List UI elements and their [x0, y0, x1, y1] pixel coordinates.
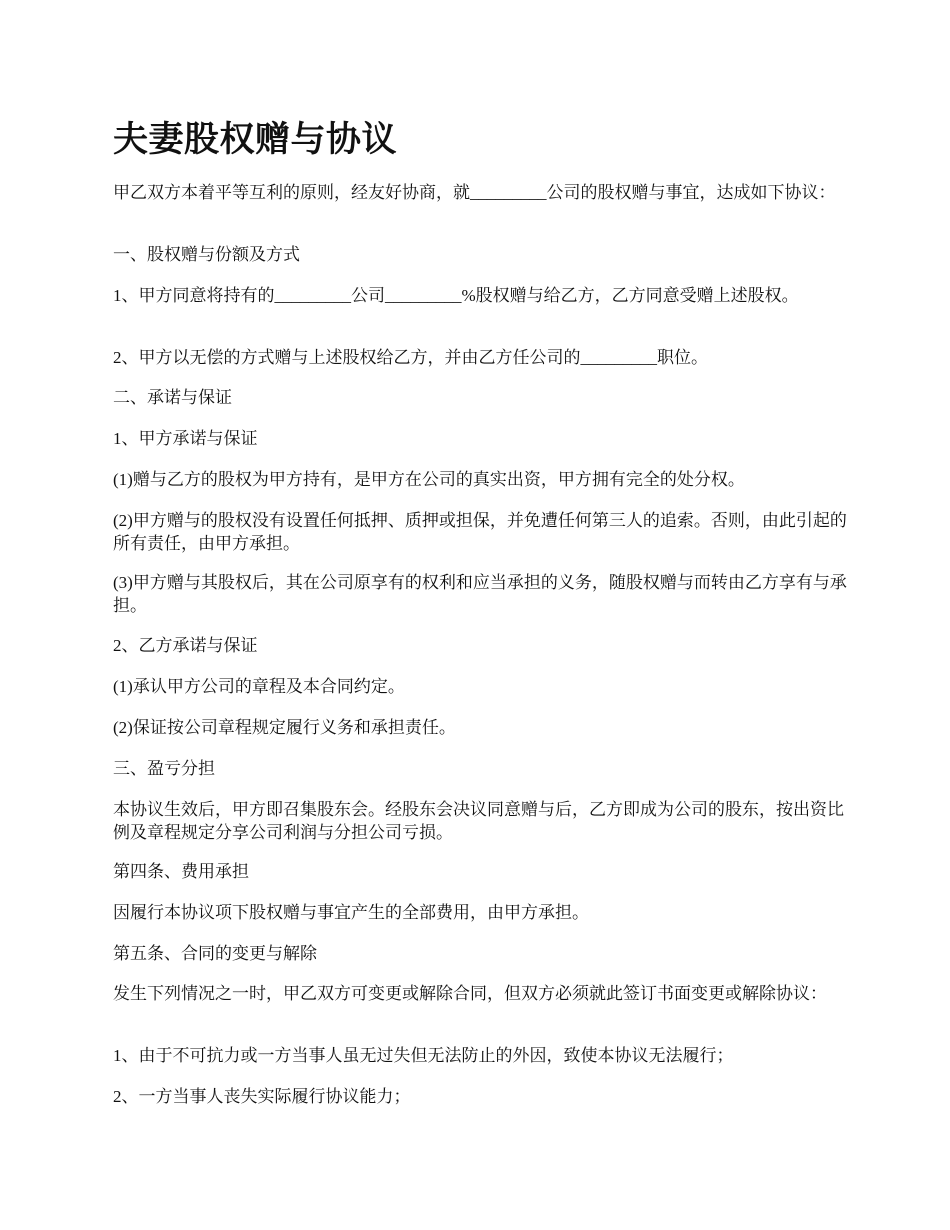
- paragraph-article-4-body: 因履行本协议项下股权赠与事宜产生的全部费用，由甲方承担。: [113, 903, 589, 922]
- paragraph-item-2-1-1: (1)赠与乙方的股权为甲方持有，是甲方在公司的真实出资，甲方拥有完全的处分权。: [113, 470, 745, 489]
- paragraph-article-5-item-2: 2、一方当事人丧失实际履行协议能力；: [113, 1087, 411, 1106]
- paragraph-item-2-1-2: (2)甲方赠与的股权没有设置任何抵押、质押或担保，并免遭任何第三人的追索。否则，由此引起的所有责任，由甲方承担。: [113, 511, 847, 553]
- paragraph-clause-1-2: 2、甲方以无偿的方式赠与上述股权给乙方，并由乙方任公司的_________职位。: [113, 348, 708, 367]
- heading-subsection-2-1: 1、甲方承诺与保证: [113, 429, 258, 448]
- heading-section-2: 二、承诺与保证: [113, 388, 232, 407]
- heading-section-3: 三、盈亏分担: [113, 759, 215, 778]
- paragraph-article-5-item-1: 1、由于不可抗力或一方当事人虽无过失但无法防止的外因，致使本协议无法履行；: [113, 1046, 734, 1065]
- document-title: 夫妻股权赠与协议: [113, 120, 398, 160]
- paragraph-item-2-2-1: (1)承认甲方公司的章程及本合同约定。: [113, 677, 405, 696]
- paragraph-section-3-body: 本协议生效后，甲方即召集股东会。经股东会决议同意赠与后，乙方即成为公司的股东，按出资比例及章程规定分享公司利润与分担公司亏损。: [113, 800, 844, 842]
- paragraph-item-2-2-2: (2)保证按公司章程规定履行义务和承担责任。: [113, 718, 456, 737]
- heading-article-4: 第四条、费用承担: [113, 862, 249, 881]
- paragraph-intro: 甲乙双方本着平等互利的原则，经友好协商，就_________公司的股权赠与事宜，达成如下协议：: [113, 183, 836, 202]
- heading-section-1: 一、股权赠与份额及方式: [113, 245, 300, 264]
- paragraph-clause-1-1: 1、甲方同意将持有的_________公司_________%股权赠与给乙方，乙方同意受赠上述股权。: [113, 286, 799, 305]
- heading-article-5: 第五条、合同的变更与解除: [113, 944, 317, 963]
- paragraph-item-2-1-3: (3)甲方赠与其股权后，其在公司原享有的权利和应当承担的义务，随股权赠与而转由乙方享有与承担。: [113, 573, 847, 615]
- heading-subsection-2-2: 2、乙方承诺与保证: [113, 636, 258, 655]
- paragraph-article-5-body: 发生下列情况之一时，甲乙双方可变更或解除合同，但双方必须就此签订书面变更或解除协议：: [113, 984, 827, 1003]
